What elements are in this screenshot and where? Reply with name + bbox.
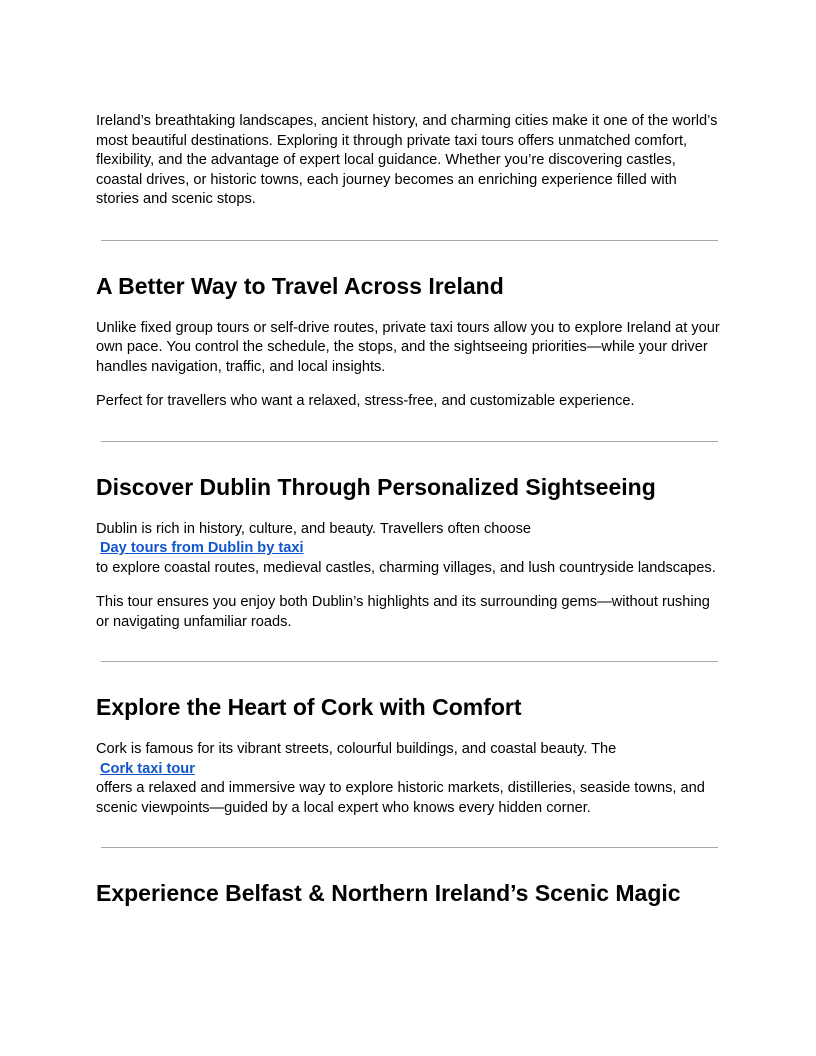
- section-divider: [101, 661, 718, 662]
- section-heading-dublin: Discover Dublin Through Personalized Sightseeing: [96, 473, 656, 500]
- section-divider: [101, 847, 718, 848]
- section-divider: [101, 240, 718, 241]
- dublin-link-wrapper: [96, 539, 720, 559]
- section-heading-cork: Explore the Heart of Cork with Comfort: [96, 694, 522, 720]
- dublin-paragraph: [96, 520, 720, 579]
- section-heading-belfast: Experience Belfast & Northern Ireland’s Scenic Magic: [96, 880, 681, 906]
- section-divider: [101, 441, 718, 442]
- section-paragraph: Perfect for travellers who want a relaxed, stress-free, and customizable experience.: [96, 393, 635, 409]
- day-tours-dublin-link[interactable]: Day tours from Dublin by taxi: [100, 540, 304, 556]
- cork-text-after-link: offers a relaxed and immersive way to explore historic markets, distilleries, seaside towns, and scenic viewpoints—guided by a local expert who knows every hidden corner.: [96, 780, 705, 816]
- section-paragraph: Unlike fixed group tours or self-drive routes, private taxi tours allow you to explore Ireland at your own pace. You control the schedule, the stops, and the sightseeing priorities—while your driver handles navigation, traffic, and local insights.: [96, 319, 720, 375]
- dublin-text-before-link: Dublin is rich in history, culture, and beauty. Travellers often choose: [96, 520, 532, 537]
- cork-link-wrapper: [96, 760, 720, 780]
- cork-taxi-tour-link[interactable]: Cork taxi tour: [100, 760, 195, 777]
- dublin-text-after-link: to explore coastal routes, medieval castles, charming villages, and lush countryside landscapes.: [96, 559, 716, 576]
- section-heading-travel-across-ireland: A Better Way to Travel Across Ireland: [96, 272, 504, 299]
- intro-paragraph: Ireland’s breathtaking landscapes, ancient history, and charming cities make it one of the world’s most beautiful destinations. Exploring it through private taxi tours offers unmatched comfort, flexibility, and the advantage of expert local guidance. Whether you’re discovering castles, coastal drives, or historic towns, each journey becomes an enriching experience filled with stories and scenic stops.: [96, 113, 718, 207]
- section-paragraph: This tour ensures you enjoy both Dublin’s highlights and its surrounding gems—without rushing or navigating unfamiliar roads.: [96, 594, 710, 630]
- cork-text-before-link: Cork is famous for its vibrant streets, colourful buildings, and coastal beauty. The: [96, 741, 617, 757]
- document-page: [96, 112, 720, 926]
- cork-paragraph: [96, 740, 720, 818]
